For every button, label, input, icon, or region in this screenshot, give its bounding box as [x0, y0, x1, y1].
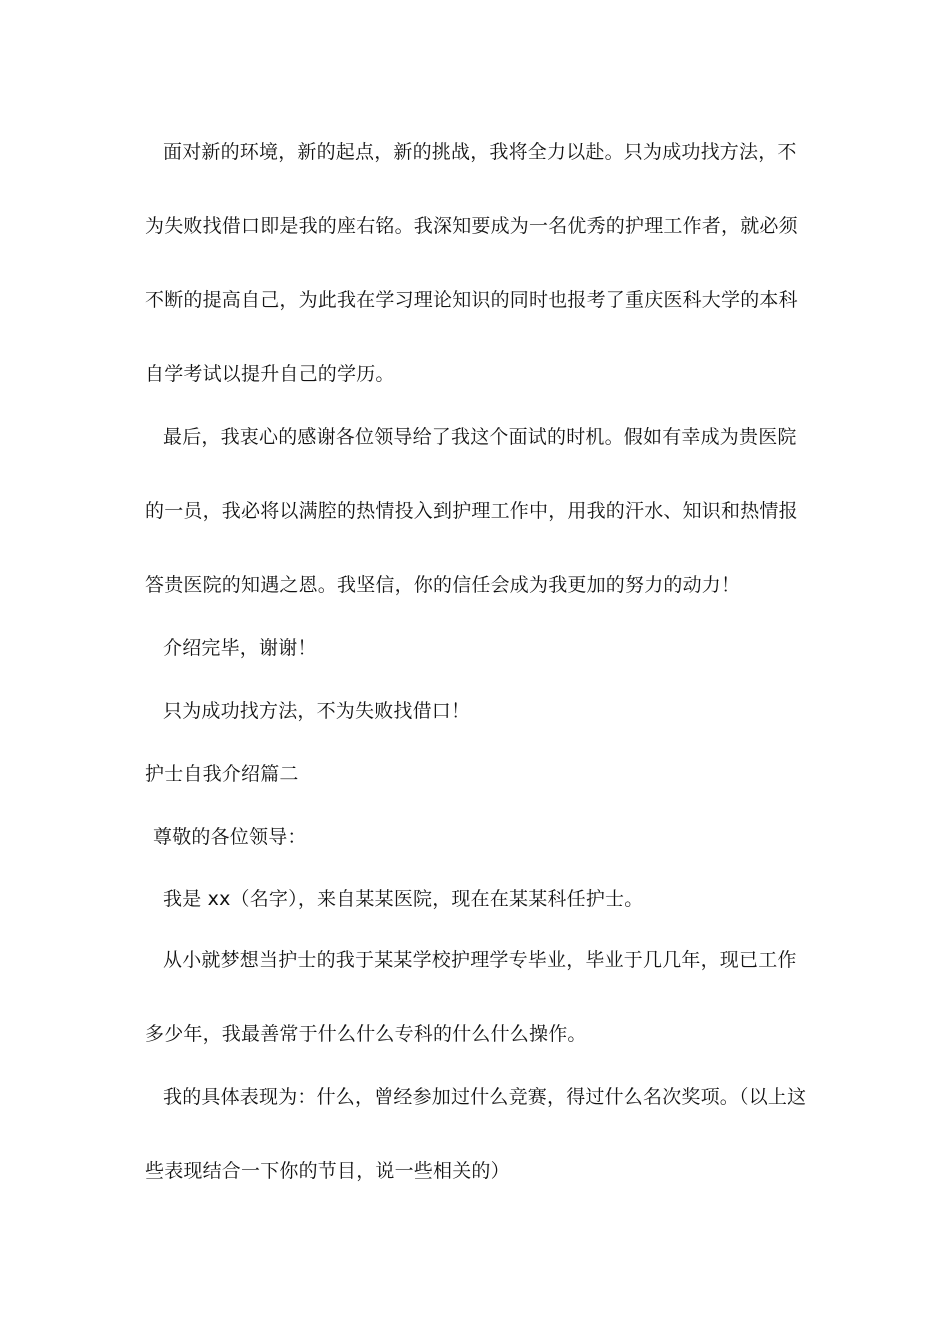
- salutation-line: 尊敬的各位领导：: [153, 826, 307, 848]
- paragraph-line: 答贵医院的知遇之恩。我坚信，你的信任会成为我更加的努力的动力！: [145, 574, 741, 596]
- paragraph-line: 多少年，我最善常于什么什么专科的什么什么操作。: [145, 1023, 587, 1045]
- paragraph-line: 我的具体表现为：什么，曾经参加过什么竞赛，得过什么名次奖项。（以上这: [163, 1086, 807, 1108]
- paragraph-line: 为失败找借口即是我的座右铭。我深知要成为一名优秀的护理工作者，就必须: [145, 215, 798, 237]
- paragraph-line: 些表现结合一下你的节目，说一些相关的）: [145, 1160, 510, 1182]
- paragraph-line: 我是 xx（名字），来自某某医院，现在在某某科任护士。: [163, 888, 644, 910]
- section-heading: 护士自我介绍篇二: [145, 763, 299, 785]
- paragraph-line: 介绍完毕，谢谢！: [163, 637, 317, 659]
- paragraph-line: 面对新的环境，新的起点，新的挑战，我将全力以赴。只为成功找方法，不: [163, 141, 797, 163]
- paragraph-line: 只为成功找方法，不为失败找借口！: [163, 700, 471, 722]
- paragraph-line: 从小就梦想当护士的我于某某学校护理学专毕业，毕业于几几年，现已工作: [163, 949, 797, 971]
- paragraph-line: 不断的提高自己，为此我在学习理论知识的同时也报考了重庆医科大学的本科: [145, 289, 798, 311]
- paragraph-line: 自学考试以提升自己的学历。: [145, 363, 395, 385]
- paragraph-line: 最后，我衷心的感谢各位领导给了我这个面试的时机。假如有幸成为贵医院: [163, 426, 797, 448]
- paragraph-line: 的一员，我必将以满腔的热情投入到护理工作中，用我的汗水、知识和热情报: [145, 500, 798, 522]
